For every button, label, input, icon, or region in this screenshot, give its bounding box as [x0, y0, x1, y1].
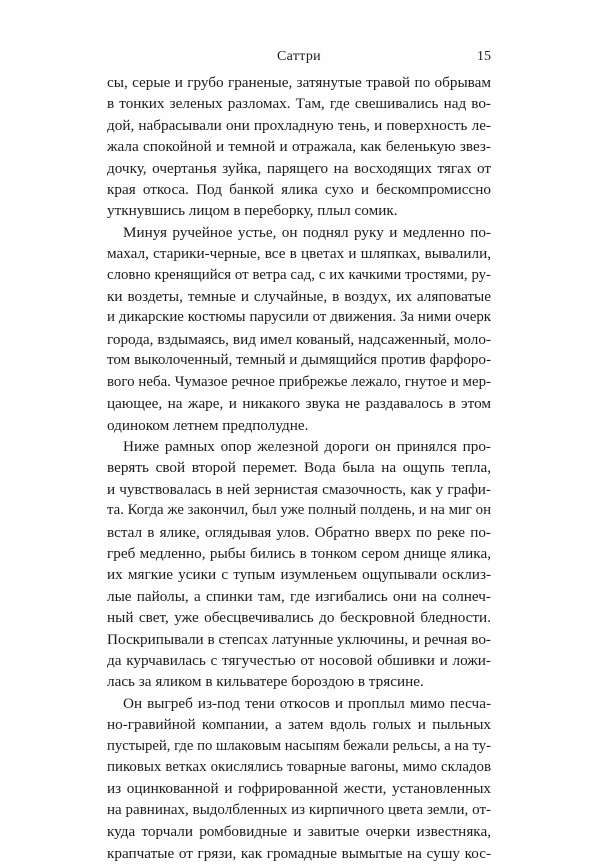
text-line: Минуя ручейное устье, он поднял руку и медленно по- — [123, 223, 491, 241]
text-line: города, вздымаясь, вид имел кованый, надсаженный, моло- — [107, 330, 491, 348]
text-line: одиноком летнем предполудне. — [107, 416, 309, 434]
text-line: дочку, очертанья зуйка, парящего на восходящих тягах от — [107, 159, 491, 177]
text-line: встал в ялике, оглядывая улов. Обратно вверх по реке по- — [107, 523, 491, 541]
text-line: махал, старики-черные, все в цветах и шляпках, вывалили, — [107, 245, 491, 263]
page-number: 15 — [477, 49, 491, 64]
running-title: Саттри — [277, 49, 321, 64]
text-line: Поскрипывали в степсах латунные уключины, и речная во- — [107, 630, 491, 648]
text-line: том выколоченный, темный и дымящийся против фарфоро- — [107, 352, 491, 369]
text-line: жала спокойной и темной и отражала, как беленькую звез- — [107, 138, 491, 156]
text-line: Ниже рамных опор железной дороги он принялся про- — [123, 437, 491, 455]
body-text — [107, 72, 491, 864]
text-line: ки воздеты, темные и случайные, в воздух, их аляповатые — [107, 288, 491, 306]
paragraph — [107, 436, 491, 693]
text-line: словно кренящийся от ветра сад, с их качкими тростями, ру- — [107, 266, 491, 283]
text-line: уткнувшись лицом в переборку, плыл сомик. — [107, 202, 398, 220]
text-line: лые пайолы, а спинки там, где изгибались они на солнеч- — [107, 587, 491, 605]
text-line: верять свой второй перемет. Вода была на ощупь тепла, — [107, 459, 491, 477]
text-line: ный свет, уже обесцвечивались до бескровной бледности. — [107, 609, 491, 627]
text-line: пиковых ветках окислялись товарные вагоны, мимо складов — [107, 759, 491, 775]
text-line: на равнинах, выдолбленных из кирпичного цвета земли, от- — [107, 801, 491, 818]
text-line: лась за яликом в кильватере бороздою в трясине. — [107, 673, 424, 691]
text-line: вого неба. Чумазое речное прибрежье лежало, гнутое и мер- — [107, 373, 491, 390]
text-line: Он выгреб из-под тени откосов и проплыл мимо песча- — [123, 694, 491, 712]
text-line: та. Когда же закончил, был уже полный полдень, и на миг он — [107, 502, 491, 519]
text-line: но-гравийной компании, а затем вдоль голых и пыльных — [107, 716, 491, 734]
text-line: куда торчали ромбовидные и завитые очерки известняка, — [107, 823, 491, 841]
text-line: цающее, на жаре, и никакого звука не раздавалось в этом — [107, 395, 491, 413]
paragraph — [107, 72, 491, 222]
running-head — [107, 47, 491, 67]
text-line: крапчатые от грязи, как громадные вымытые на сушу кос- — [107, 844, 491, 862]
text-line: их мягкие усики с тупым изумленьем ощупывали осклиз- — [107, 566, 491, 584]
text-line: дой, набрасывали они прохладную тень, и поверхность ле- — [107, 116, 491, 134]
text-line: греб медленно, рыбы бились в тонком сером днище ялика, — [107, 544, 491, 562]
text-line: да курчавилась с тягучестью от носовой обшивки и ложи- — [107, 651, 491, 669]
text-line: сы, серые и грубо граненые, затянутые травой по обрывам — [107, 74, 491, 91]
text-line: из оцинкованной и гофрированной жести, установленных — [107, 780, 491, 798]
text-line: и дикарские костюмы парусили от движения. За ними очерк — [107, 309, 491, 326]
paragraph — [107, 693, 491, 864]
text-line: в тонких зеленых разломах. Там, где свешивались над во- — [107, 95, 491, 113]
text-line: пустырей, где по шлаковым насыпям бежали рельсы, а на ту- — [107, 737, 491, 754]
text-line: края откоса. Под банкой ялика сухо и бескомпромиссно — [107, 181, 491, 199]
paragraph — [107, 222, 491, 436]
text-line: и чувствовалась в ней зернистая смазочность, как у графи- — [107, 480, 491, 498]
